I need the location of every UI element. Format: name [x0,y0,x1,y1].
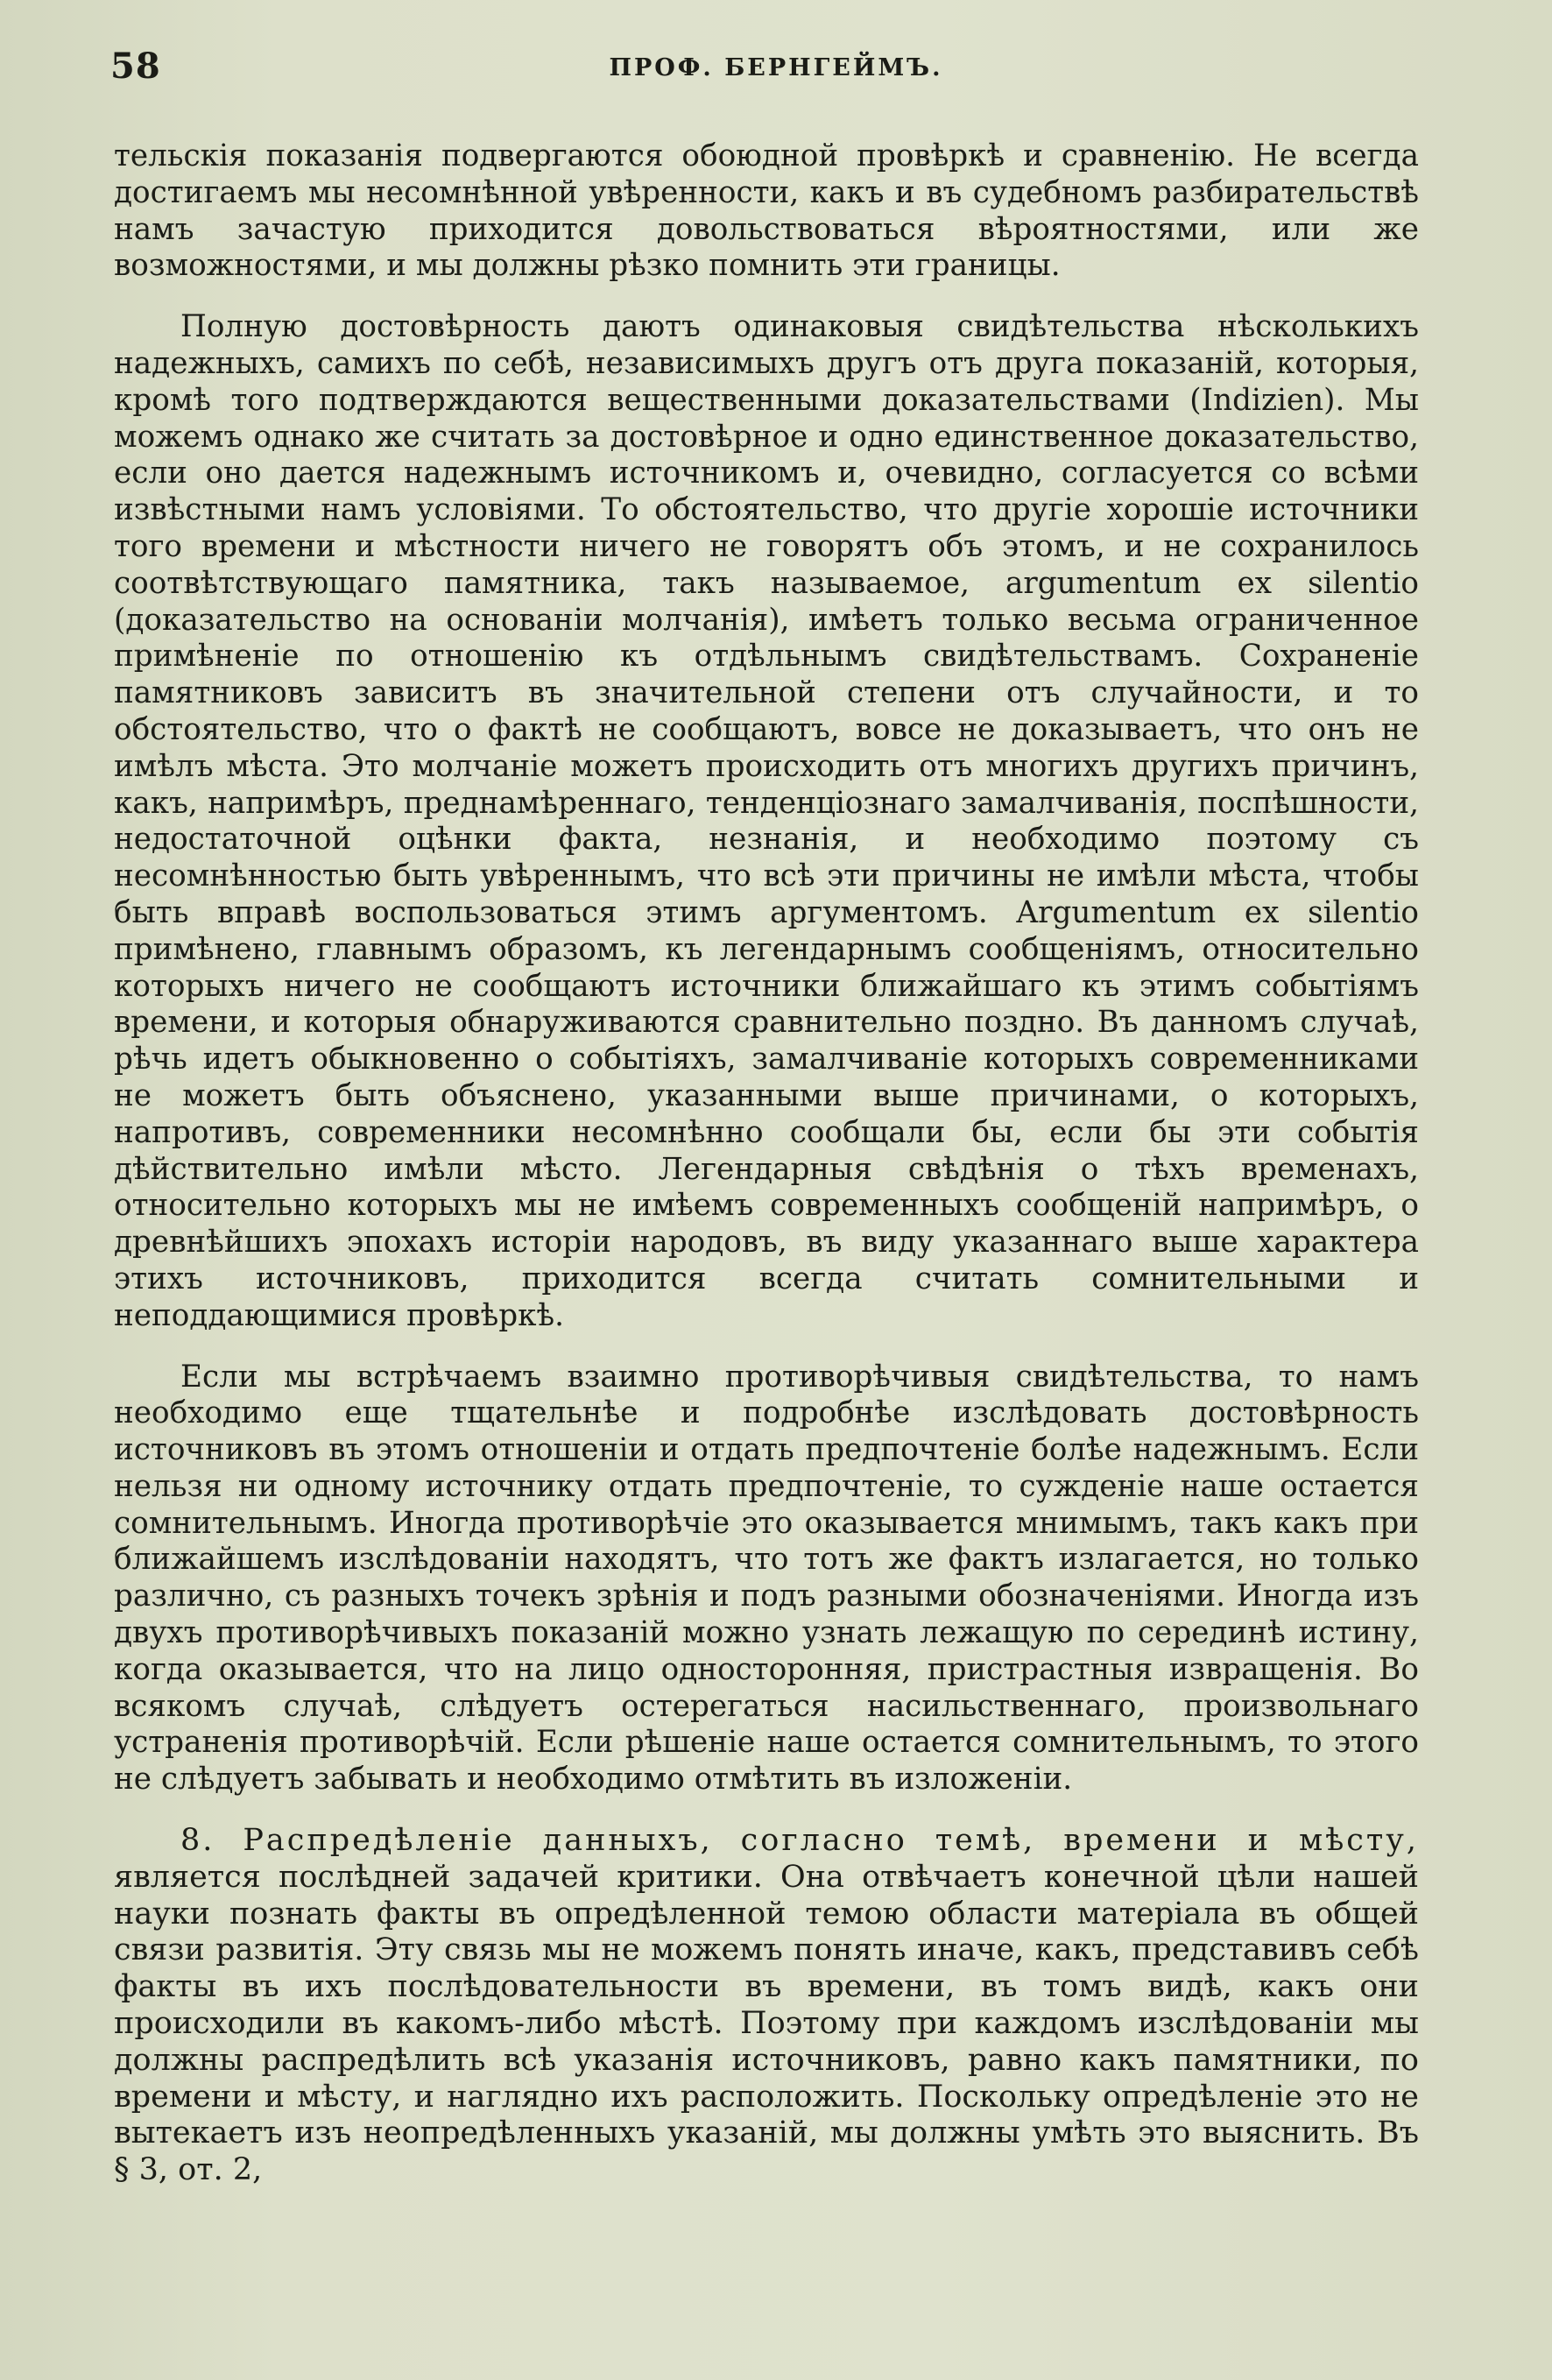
body-text [114,138,1419,2189]
running-head: ПРОФ. БЕРНГЕЙМЪ. [609,54,943,81]
paragraph-contradictions: Если мы встрѣчаемъ взаимно противорѣчивыя свидѣтельства, то намъ необходимо еще тщательнѣе и подробнѣе изслѣдовать достовѣрность источниковъ въ этомъ отношеніи и отдать предпочтеніе болѣе надежнымъ. Если нельзя ни одному источнику отдать предпочтеніе, то сужденіе наше остается сомнительнымъ. Иногда противорѣчіе это оказывается мнимымъ, такъ какъ при ближайшемъ изслѣдованіи находятъ, что тотъ же фактъ излагается, но только различно, съ разныхъ точекъ зрѣнія и подъ разными обозначеніями. Иногда изъ двухъ противорѣчивыхъ показаній можно узнать лежащую по серединѣ истину, когда оказывается, что на лицо односторонняя, пристрастныя извращенія. Во всякомъ случаѣ, слѣдуетъ остерегаться насильственнаго, произвольнаго устраненія противорѣчій. Если рѣшеніе наше остается сомнительнымъ, то этого не слѣдуетъ забывать и необходимо отмѣтить въ изложеніи. [114,1359,1419,1797]
section-lead: 8. Распредѣленіе данныхъ, согласно темѣ, времени и мѣсту, [180,1823,1419,1859]
section-body: является послѣдней задачей критики. Она отвѣчаетъ конечной цѣли нашей науки познать факты въ опредѣленной темою области матеріала въ общей связи развитія. Эту связь мы не можемъ понять иначе, какъ, представивъ себѣ факты въ ихъ послѣдовательности въ времени, въ томъ видѣ, какъ они происходили въ какомъ-либо мѣстѣ. Поэтому при каждомъ изслѣдованіи мы должны распредѣлить всѣ указанія источниковъ, равно какъ памятники, по времени и мѣсту, и наглядно ихъ расположить. Поскольку опредѣленіе это не вытекаетъ изъ неопредѣленныхъ указаній, мы должны умѣть это выяснить. Въ § 3, от. 2, [114,1859,1419,2188]
page-number: 58 [110,46,161,87]
paragraph-continuation: тельскія показанія подвергаются обоюдной провѣркѣ и сравненію. Не всегда достигаемъ мы несомнѣнной увѣренности, какъ и въ судебномъ разбирательствѣ намъ зачастую приходится довольствоваться вѣроятностями, или же возможностями, и мы должны рѣзко помнить эти границы. [114,138,1419,284]
paragraph-distribution [114,1823,1419,2189]
paragraph-reliability: Полную достовѣрность даютъ одинаковыя свидѣтельства нѣсколькихъ надежныхъ, самихъ по себѣ, независимыхъ другъ отъ друга показаній, которыя, кромѣ того подтверждаются вещественными доказательствами (Indizien). Мы можемъ однако же считать за достовѣрное и одно единственное доказательство, если оно дается надежнымъ источникомъ и, очевидно, согласуется со всѣми извѣстными намъ условіями. То обстоятельство, что другіе хорошіе источники того времени и мѣстности ничего не говорятъ объ этомъ, и не сохранилось соотвѣтствующаго памятника, такъ называемое, argumentum ex silentio (доказательство на основаніи молчанія), имѣетъ только весьма ограниченное примѣненіе по отношенію къ отдѣльнымъ свидѣтельствамъ. Сохраненіе памятниковъ зависитъ въ значительной степени отъ случайности, и то обстоятельство, что о фактѣ не сообщаютъ, вовсе не доказываетъ, что онъ не имѣлъ мѣста. Это молчаніе можетъ происходить отъ многихъ другихъ причинъ, какъ, напримѣръ, преднамѣреннаго, тенденціознаго замалчиванія, поспѣшности, недостаточной оцѣнки факта, незнанія, и необходимо поэтому съ несомнѣнностью быть увѣреннымъ, что всѣ эти причины не имѣли мѣста, чтобы быть вправѣ воспользоваться этимъ аргументомъ. Argumentum ex silentio примѣнено, главнымъ образомъ, къ легендарнымъ сообщеніямъ, относительно которыхъ ничего не сообщаютъ источники ближайшаго къ этимъ событіямъ времени, и которыя обнаруживаются сравнительно поздно. Въ данномъ случаѣ, рѣчь идетъ обыкновенно о событіяхъ, замалчиваніе которыхъ современниками не можетъ быть объяснено, указанными выше причинами, о которыхъ, напротивъ, современники несомнѣнно сообщали бы, если бы эти событія дѣйствительно имѣли мѣсто. Легендарныя свѣдѣнія о тѣхъ временахъ, относительно которыхъ мы не имѣемъ современныхъ сообщеній напримѣръ, о древнѣйшихъ эпохахъ исторіи народовъ, въ виду указаннаго выше характера этихъ источниковъ, приходится всегда считать сомнительными и неподдающимися провѣркѣ. [114,309,1419,1333]
